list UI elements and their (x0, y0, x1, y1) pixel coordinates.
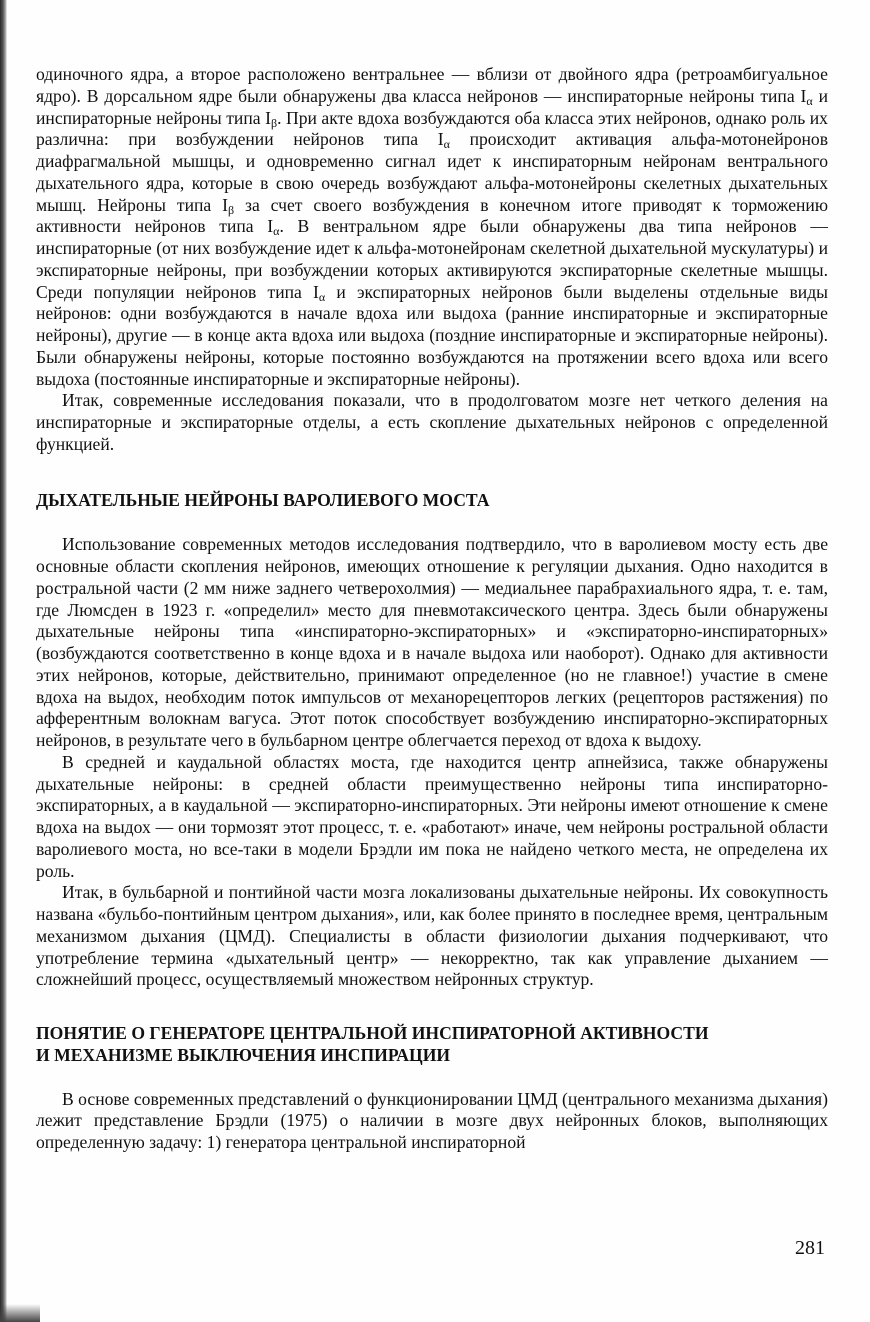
text-run: за счет своего возбуждения в конечном итоге приводят к торможению активности нейронов типа I (36, 194, 828, 237)
paragraph-pons-regions: Использование современных методов исследования подтвердило, что в варолиевом мосту есть две основные области скопления нейронов, имеющих отношение к регуляции дыхания. Одно находится в ростральной части (2 мм ниже заднего четверохолмия) — медиальнее парабрахиального ядра, т. е. там, где Люмсден в 1923 г. «определил» место для пневмотаксического центра. Здесь были обнаружены дыхательные нейроны типа «инспираторно-экспираторных» и «экспираторно-инспираторных» (возбуждаются соответственно в конце вдоха и в начале выдоха или наоборот). Однако для активности этих нейронов, которые, действительно, принимают определенное (но не главное!) участие в смене вдоха на выдох, необходим поток импульсов от механорецепторов легких (рецепторов растяжения) по афферентным волокнам вагуса. Этот поток способствует возбуждению инспираторно-экспираторных нейронов, в результате чего в бульбарном центре облегчается переход от вдоха к выдоху. (36, 534, 828, 750)
section-heading-generator-line1: ПОНЯТИЕ О ГЕНЕРАТОРЕ ЦЕНТРАЛЬНОЙ ИНСПИРАТОРНОЙ АКТИВНОСТИ (36, 1023, 709, 1043)
subscript-alpha: α (806, 93, 813, 108)
subscript-beta: β (270, 115, 278, 130)
section-heading-pons-neurons: ДЫХАТЕЛЬНЫЕ НЕЙРОНЫ ВАРОЛИЕВОГО МОСТА (36, 489, 490, 510)
text-run: . При акте вдоха возбуждаются оба класса этих нейронов, однако роль их различна: при возбуждении нейронов типа I (36, 107, 828, 150)
subscript-alpha: α (318, 289, 326, 304)
text-run: и экспираторных нейронов были выделены отдельные виды нейронов: одни возбуждаются в начале вдоха или выдоха (ранние инспираторные и экспираторные нейроны), другие — в конце акта вдоха или выдоха (поздние инспираторные и экспираторные нейроны). Были обнаружены нейроны, которые постоянно возбуждаются на протяжении всего вдоха или всего выдоха (постоянные инспираторные и экспираторные нейроны). (36, 281, 828, 389)
subscript-alpha: α (273, 224, 280, 239)
page-body (36, 64, 828, 1154)
page-number: 281 (795, 1237, 825, 1259)
text-run: . В вентральном ядре были обнаружены два типа нейронов — инспираторные (от них возбуждение идет к альфа-мотонейронам скелетной дыхательной мускулатуры) и экспираторные нейроны, при возбуждении которых активируются экспираторные скелетные мышцы. Среди популяции нейронов типа I (36, 216, 828, 302)
paragraph-central-mechanism: Итак, в бульбарной и понтийной части мозга локализованы дыхательные нейроны. Их совокупность названа «бульбо-понтийным центром дыхания», или, как более принято в последнее время, центральным механизмом дыхания (ЦМД). Специалисты в области физиологии дыхания подчеркивают, что употребление термина «дыхательный центр» — некорректно, так как управление дыханием — сложнейший процесс, осуществляемый множеством нейронных структур. (36, 882, 828, 990)
section-heading-generator-line2: И МЕХАНИЗМЕ ВЫКЛЮЧЕНИЯ ИНСПИРАЦИИ (36, 1044, 451, 1065)
paragraph-conclusion-medulla: Итак, современные исследования показали, что в продолговатом мозге нет четкого деления на инспираторные и экспираторные отделы, а есть скопление дыхательных нейронов с определенной функцией. (36, 390, 828, 454)
text-run: одиночного ядра, а второе расположено вентральнее — вблизи от двойного ядра (ретроамбигуальное ядро). В дорсальном ядре были обнаружены два класса нейронов — инспираторные нейроны типа I (36, 64, 828, 106)
text-run: происходит активация альфа-мотонейронов диафрагмальной мышцы, и одновременно сигнал идет к инспираторным нейронам вентрального дыхательного ядра, которые в свою очередь возбуждают альфа-мотонейроны скелетных дыхательных мышц. Нейроны типа I (36, 129, 829, 215)
paragraph-bradley-model: В основе современных представлений о функционировании ЦМД (центрального механизма дыхания) лежит представление Брэдли (1975) о наличии в мозге двух нейронных блоков, выполняющих определенную задачу: 1) генератора центральной инспираторной (36, 1088, 828, 1152)
scan-edge-shadow (0, 0, 7, 1322)
subscript-beta: β (228, 202, 235, 217)
paragraph-apneustic-center: В средней и каудальной областях моста, где находится центр апнейзиса, также обнаружены дыхательные нейроны: в средней области преимущественно нейроны типа инспираторно-экспираторных, а в каудальной — экспираторно-инспираторных. Эти нейроны имеют отношение к смене вдоха на выдох — они тормозят этот процесс, т. е. «работают» иначе, чем нейроны ростральной области варолиевого моста, но все-таки в модели Брэдли им пока не найдено четкого места, не определена их роль. (36, 751, 828, 881)
paragraph-dorsal-ventral-nuclei (36, 64, 828, 390)
text-run: и инспираторные нейроны типа I (36, 85, 828, 128)
subscript-alpha: α (443, 137, 450, 152)
scan-corner-shadow (0, 1304, 40, 1322)
